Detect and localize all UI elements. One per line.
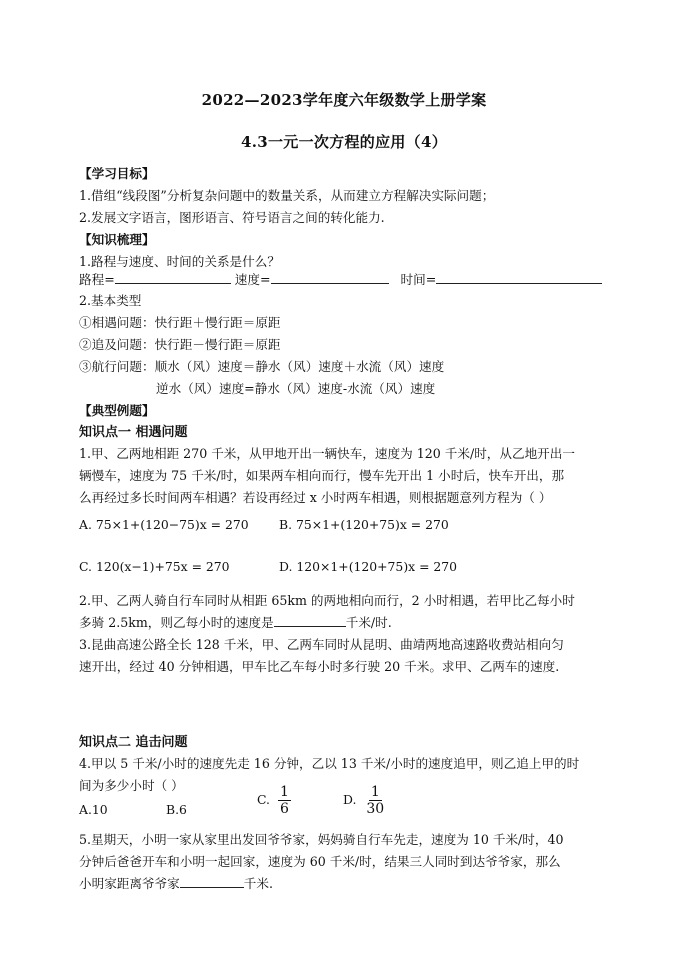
p4-option-c[interactable]: C. $\frac{1}{6}$ [257, 784, 289, 817]
fraction-one-thirtieth: $\frac{1}{30}$ [366, 784, 385, 817]
problem-2-line-2: 多骑 2.5km，则乙每小时的速度是 千米/时. [79, 615, 392, 630]
review-heading: 【知识梳理】 [79, 232, 155, 247]
distance-label: 路程= [79, 272, 115, 287]
problem-5-line-1: 5.星期天，小明一家从家里出发回爷爷家，妈妈骑自行车先走，速度为 10 千米/时，40 [79, 832, 564, 847]
goal-item-2: 2.发展文字语言，图形语言、符号语言之间的转化能力. [79, 210, 385, 225]
p4-option-a[interactable]: A.10 [79, 802, 108, 817]
answer-blank-5[interactable] [180, 876, 244, 888]
fraction-one-sixth: $\frac{1}{6}$ [279, 784, 289, 817]
problem-1-line-2: 辆慢车，速度为 75 千米/时，如果两车相向而行，慢车先开出 1 小时后，快车开出，那 [79, 468, 565, 483]
review-question-1: 1.路程与速度、时间的关系是什么？ [79, 254, 280, 269]
speed-blank[interactable] [271, 272, 389, 284]
problem-4-line-1: 4.甲以 5 千米/小时的速度先走 16 分钟，乙以 13 千米/小时的速度追甲，则乙追上甲的时 [79, 756, 580, 771]
page-title: 2022—2023学年度六年级数学上册学案 [201, 91, 487, 109]
examples-heading: 【典型例题】 [79, 403, 155, 418]
problem-1-line-1: 1.甲、乙两地相距 270 千米，从甲地开出一辆快车，速度为 120 千米/时，从乙地开出一 [79, 446, 575, 461]
speed-label: 速度= [234, 272, 271, 287]
distance-blank[interactable] [115, 272, 231, 284]
type-chasing: ②追及问题：快行距－慢行距＝原距 [79, 337, 281, 352]
type-meeting: ①相遇问题：快行距＋慢行距＝原距 [79, 315, 281, 330]
problem-5-line-3: 小明家距离爷爷家 千米. [79, 876, 273, 891]
option-a[interactable]: A. 75×1+(120−75)x = 270 [79, 517, 249, 532]
problem-5-line-2: 分钟后爸爸开车和小明一起回家，速度为 60 千米/时，结果三人同时到达爷爷家，那么 [79, 854, 561, 869]
time-blank[interactable] [436, 272, 602, 284]
option-b-expression: 75×1+(120+75)x = 270 [296, 517, 449, 532]
type-sailing: ③航行问题：顺水（风）速度＝静水（风）速度＋水流（风）速度 [79, 359, 445, 374]
option-c-expression: 120(x−1)+75x = 270 [95, 559, 230, 574]
goals-heading: 【学习目标】 [79, 166, 155, 181]
page-subtitle: 4.3一元一次方程的应用（4） [240, 133, 448, 151]
option-c[interactable]: C. 120(x−1)+75x = 270 [79, 559, 230, 574]
type-sailing-upstream: 逆水（风）速度=静水（风）速度-水流（风）速度 [156, 381, 436, 396]
answer-blank-2[interactable] [274, 615, 346, 627]
problem-3-line-1: 3.昆曲高速公路全长 128 千米，甲、乙两车同时从昆明、曲靖两地高速路收费站相向匀 [79, 637, 564, 652]
goal-item-1: 1.借组“线段图”分析复杂问题中的数量关系，从而建立方程解决实际问题； [79, 188, 495, 203]
problem-2-line-1: 2.甲、乙两人骑自行车同时从相距 65km 的两地相向而行，2 小时相遇，若甲比乙每小时 [79, 593, 575, 608]
problem-3-line-2: 速开出，经过 40 分钟相遇，甲车比乙车每小时多行驶 20 千米。求甲、乙两车的速度. [79, 659, 560, 674]
knowledge-point-2: 知识点二 追击问题 [79, 735, 188, 750]
option-d-expression: 120×1+(120+75)x = 270 [296, 559, 458, 574]
p4-option-d[interactable]: D. $\frac{1}{30}$ [343, 784, 385, 817]
knowledge-point-1: 知识点一 相遇问题 [79, 425, 188, 440]
option-b[interactable]: B. 75×1+(120+75)x = 270 [279, 517, 449, 532]
problem-4-line-2: 间为多少小时（ ） [79, 778, 184, 793]
time-label: 时间= [400, 272, 437, 287]
relation-line [79, 269, 602, 288]
p4-option-b[interactable]: B.6 [166, 802, 187, 817]
problem-1-line-3: 么再经过多长时间两车相遇？若设再经过 x 小时两车相遇，则根据题意列方程为（ ） [79, 490, 552, 505]
review-question-2: 2.基本类型 [79, 293, 142, 308]
option-d[interactable]: D. 120×1+(120+75)x = 270 [279, 559, 458, 574]
option-a-expression: 75×1+(120−75)x = 270 [95, 517, 249, 532]
